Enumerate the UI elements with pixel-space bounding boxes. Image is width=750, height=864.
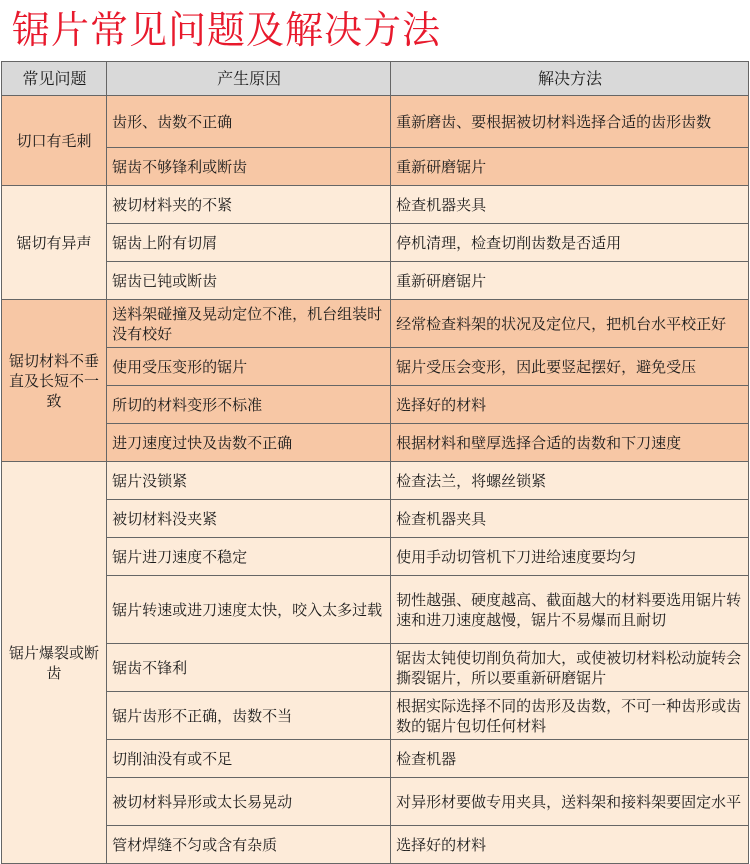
problem-cell: 锯切有异声: [2, 186, 107, 300]
table-row: [2, 348, 749, 386]
table-row: [2, 186, 749, 224]
solution-cell: 对异形材要做专用夹具，送料架和接料架要固定水平: [391, 778, 749, 826]
problem-cell: 锯切材料不垂直及长短不一致: [2, 300, 107, 462]
solution-cell: 重新研磨锯片: [391, 148, 749, 186]
cause-cell: 切削油没有或不足: [107, 740, 391, 778]
header-problem: 常见问题: [2, 62, 107, 96]
cause-cell: 锯片齿形不正确，齿数不当: [107, 692, 391, 740]
table-row: [2, 148, 749, 186]
solution-cell: 重新研磨锯片: [391, 262, 749, 300]
cause-cell: 使用受压变形的锯片: [107, 348, 391, 386]
solution-cell: 停机清理，检查切削齿数是否适用: [391, 224, 749, 262]
cause-cell: 锯齿上附有切屑: [107, 224, 391, 262]
cause-cell: 被切材料没夹紧: [107, 500, 391, 538]
solution-cell: 韧性越强、硬度越高、截面越大的材料要选用锯片转速和进刀速度越慢，锯片不易爆而且耐切: [391, 576, 749, 644]
problem-cell: 锯片爆裂或断齿: [2, 462, 107, 864]
table-row: [2, 262, 749, 300]
cause-cell: 锯齿不锋利: [107, 644, 391, 692]
solution-cell: 锯片受压会变形，因此要竖起摆好，避免受压: [391, 348, 749, 386]
solution-cell: 锯齿太钝使切削负荷加大，或使被切材料松动旋转会撕裂锯片，所以要重新研磨锯片: [391, 644, 749, 692]
cause-cell: 锯齿已钝或断齿: [107, 262, 391, 300]
table-row: [2, 96, 749, 148]
cause-cell: 锯齿不够锋利或断齿: [107, 148, 391, 186]
table-row: [2, 424, 749, 462]
table-row: [2, 644, 749, 692]
cause-cell: 锯片没锁紧: [107, 462, 391, 500]
cause-cell: 齿形、齿数不正确: [107, 96, 391, 148]
table-row: [2, 778, 749, 826]
table-header-row: [2, 62, 749, 96]
solution-cell: 检查机器夹具: [391, 186, 749, 224]
table-row: [2, 224, 749, 262]
solution-cell: 使用手动切管机下刀进给速度要均匀: [391, 538, 749, 576]
table-row: [2, 692, 749, 740]
table-row: [2, 538, 749, 576]
problem-cell: 切口有毛刺: [2, 96, 107, 186]
header-solution: 解决方法: [391, 62, 749, 96]
page-title: 锯片常见问题及解决方法: [12, 8, 442, 52]
solution-cell: 根据实际选择不同的齿形及齿数，不可一种齿形或齿数的锯片包切任何材料: [391, 692, 749, 740]
cause-cell: 被切材料夹的不紧: [107, 186, 391, 224]
table-row: [2, 500, 749, 538]
solution-cell: 检查机器夹具: [391, 500, 749, 538]
table-row: [2, 300, 749, 348]
cause-cell: 锯片转速或进刀速度太快，咬入太多过载: [107, 576, 391, 644]
cause-cell: 管材焊缝不匀或含有杂质: [107, 826, 391, 864]
table-row: [2, 462, 749, 500]
cause-cell: 被切材料异形或太长易晃动: [107, 778, 391, 826]
solution-cell: 选择好的材料: [391, 386, 749, 424]
problem-table: [1, 61, 749, 864]
cause-cell: 所切的材料变形不标准: [107, 386, 391, 424]
solution-cell: 经常检查料架的状况及定位尺，把机台水平校正好: [391, 300, 749, 348]
table-row: [2, 576, 749, 644]
cause-cell: 进刀速度过快及齿数不正确: [107, 424, 391, 462]
cause-cell: 送料架碰撞及晃动定位不准，机台组装时没有校好: [107, 300, 391, 348]
solution-cell: 选择好的材料: [391, 826, 749, 864]
solution-cell: 检查法兰，将螺丝锁紧: [391, 462, 749, 500]
solution-cell: 检查机器: [391, 740, 749, 778]
solution-cell: 根据材料和壁厚选择合适的齿数和下刀速度: [391, 424, 749, 462]
header-cause: 产生原因: [107, 62, 391, 96]
table-row: [2, 740, 749, 778]
solution-cell: 重新磨齿、要根据被切材料选择合适的齿形齿数: [391, 96, 749, 148]
cause-cell: 锯片进刀速度不稳定: [107, 538, 391, 576]
table-row: [2, 386, 749, 424]
